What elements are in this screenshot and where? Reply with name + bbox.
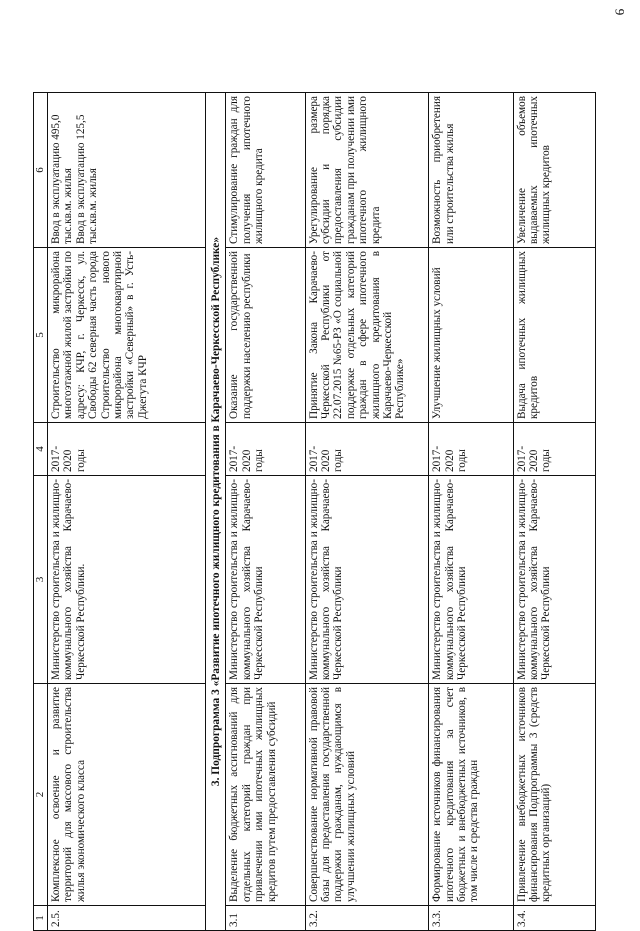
program-measures-table xyxy=(33,92,596,931)
period-cell: 2017-2020 годы xyxy=(513,423,595,476)
measure-cell: Комплексное освоение и развитие территорий для массового строительства жилья экономического класса xyxy=(48,684,206,906)
measure-cell: Привлечение внебюджетных источников финансирования Подпрограммы 3 (средств кредитных организаций) xyxy=(513,684,595,906)
result-cell: Возможность приобретения или строительства жилья xyxy=(429,93,513,248)
header-cell: 4 xyxy=(34,423,48,476)
executor-cell: Министерство строительства и жилищно-коммунального хозяйства Карачаево-Черкесской Республики xyxy=(305,476,429,684)
row-number: 3.4. xyxy=(513,906,595,931)
content-cell: Оказание государственной поддержки населению республики xyxy=(226,248,305,423)
table-row xyxy=(513,93,595,931)
header-cell: 3 xyxy=(34,476,48,684)
period-cell: 2017-2020 годы xyxy=(429,423,513,476)
table-row xyxy=(226,93,305,931)
content-cell: Принятие Закона Карачаево-Черкесской Республики от 22.07.2015 №65-РЗ «О социальной поддержке отдельных категорий граждан в сфере ипотечного жилищного кредитования в Карачаево-Черкесской Республике» xyxy=(305,248,429,423)
header-cell: 5 xyxy=(34,248,48,423)
executor-cell: Министерство строительства и жилищно-коммунального хозяйства Карачаево-Черкесской Республики xyxy=(429,476,513,684)
row-number: 3.1 xyxy=(226,906,305,931)
row-number: 3.2. xyxy=(305,906,429,931)
row-number: 3.3. xyxy=(429,906,513,931)
subprogram-row xyxy=(206,93,226,931)
table-row xyxy=(429,93,513,931)
header-row xyxy=(34,93,48,931)
page-number: 9 xyxy=(612,8,628,16)
subprogram-title: 3. Подпрограмма 3 «Развитие ипотечного жилищного кредитования в Карачаево-Черкесской Республике» xyxy=(206,93,226,931)
table-row xyxy=(48,93,206,931)
measure-cell: Выделение бюджетных ассигнований для отдельных категорий граждан при привлечении ими ипотечных жилищных кредитов путем предоставления субсидий xyxy=(226,684,305,906)
header-cell: 6 xyxy=(34,93,48,248)
content-cell: Строительство микрорайона многоэтажной жилой застройки по адресу: КЧР, г. Черкесск, ул. Свободы 62 северная часть города Строительство нового микрорайона многоквартирной застройки «Северный» в г. Усть-Джегута КЧР xyxy=(48,248,206,423)
rotated-table-sheet xyxy=(33,93,596,931)
result-cell: Увеличение объемов выдаваемых ипотечных жилищных кредитов xyxy=(513,93,595,248)
executor-cell: Министерство строительства и жилищно-коммунального хозяйства Карачаево-Черкесской Республики xyxy=(226,476,305,684)
measure-cell: Формирование источников финансирования ипотечного кредитования за счет бюджетных и внебюджетных источников, в том числе и средства граждан xyxy=(429,684,513,906)
result-cell: Урегулирование размера субсидии и порядка предоставления субсидии гражданам при получении ими ипотечного жилищного кредита xyxy=(305,93,429,248)
executor-cell: Министерство строительства и жилищно-коммунального хозяйства Карачаево-Черкесской Республики. xyxy=(48,476,206,684)
content-cell: Улучшение жилищных условий xyxy=(429,248,513,423)
header-cell: 1 xyxy=(34,906,48,931)
content-cell: Выдача ипотечных жилищных кредитов xyxy=(513,248,595,423)
result-cell: Стимулирование граждан для получения ипотечного жилищного кредита xyxy=(226,93,305,248)
table-row xyxy=(305,93,429,931)
header-cell: 2 xyxy=(34,684,48,906)
executor-cell: Министерство строительства и жилищно-коммунального хозяйства Карачаево-Черкесской Республики xyxy=(513,476,595,684)
result-cell: Ввод в эксплуатацию 495,0 тыс.кв.м. жилья Ввод в эксплуатацию 125,5 тыс.кв.м. жилья xyxy=(48,93,206,248)
row-number: 2.5. xyxy=(48,906,206,931)
period-cell: 2017-2020 годы xyxy=(48,423,206,476)
period-cell: 2017-2020 годы xyxy=(305,423,429,476)
measure-cell: Совершенствование нормативной правовой базы для предоставления государственной поддержки гражданам, нуждающимся в улучшении жилищных условий xyxy=(305,684,429,906)
period-cell: 2017-2020 годы xyxy=(226,423,305,476)
